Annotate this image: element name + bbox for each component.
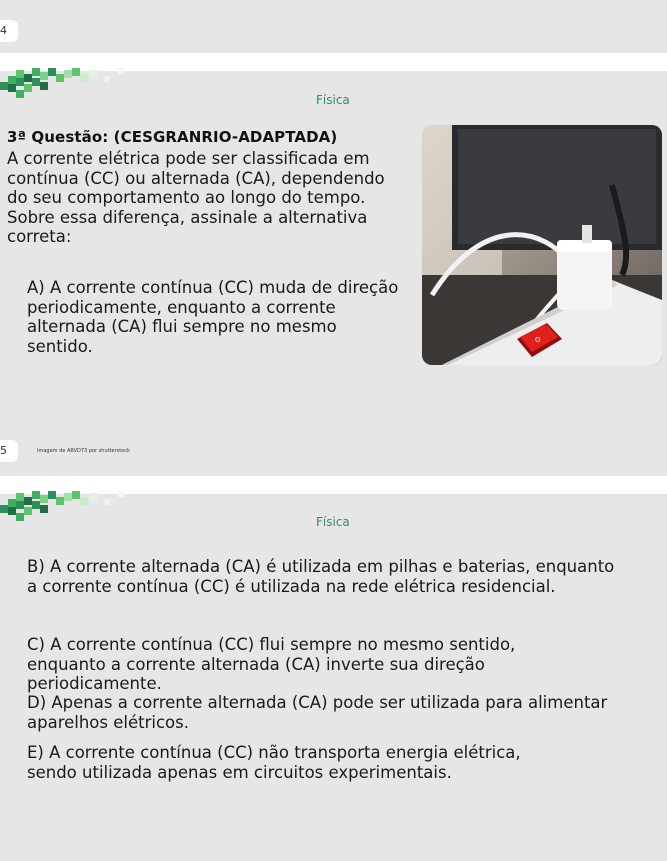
option-e: E) A corrente contínua (CC) não transporta energia elétrica, sendo utilizada apenas em circuitos experimentais. xyxy=(27,743,521,782)
option-d: D) Apenas a corrente alternada (CA) pode ser utilizada para alimentar aparelhos elétricos. xyxy=(27,693,608,732)
decorative-pixel-mosaic xyxy=(0,68,130,112)
option-b: B) A corrente alternada (CA) é utilizada em pilhas e baterias, enquanto a corrente contínua (CC) é utilizada na rede elétrica residencial. xyxy=(27,557,615,596)
page-number-top xyxy=(0,20,18,42)
option-a: A) A corrente contínua (CC) muda de direção periodicamente, enquanto a corrente alternada (CA) flui sempre no mesmo sentido. xyxy=(27,278,399,356)
svg-text:O: O xyxy=(535,336,541,344)
decorative-pixel-mosaic xyxy=(0,491,130,535)
question-body: A corrente elétrica pode ser classificada em contínua (CC) ou alternada (CA), dependendo do seu comportamento ao longo do tempo. Sobre essa diferença, assinale a alternativa correta: xyxy=(7,149,385,246)
page-number-middle-text: 5 xyxy=(0,444,7,457)
subject-label-slide-1: Física xyxy=(316,93,350,107)
question-title: 3ª Questão: (CESGRANRIO-ADAPTADA) xyxy=(7,128,338,146)
image-credit: Imagem de ARVD73 por shutterstock xyxy=(37,448,130,454)
page-number-top-text: 4 xyxy=(0,24,7,37)
subject-label-slide-2: Física xyxy=(316,515,350,529)
option-c: C) A corrente contínua (CC) flui sempre no mesmo sentido, enquanto a corrente alternada (CA) inverte sua direção periodicamente. xyxy=(27,635,516,693)
charger-power-strip-photo xyxy=(422,125,662,365)
page-number-middle xyxy=(0,440,18,462)
